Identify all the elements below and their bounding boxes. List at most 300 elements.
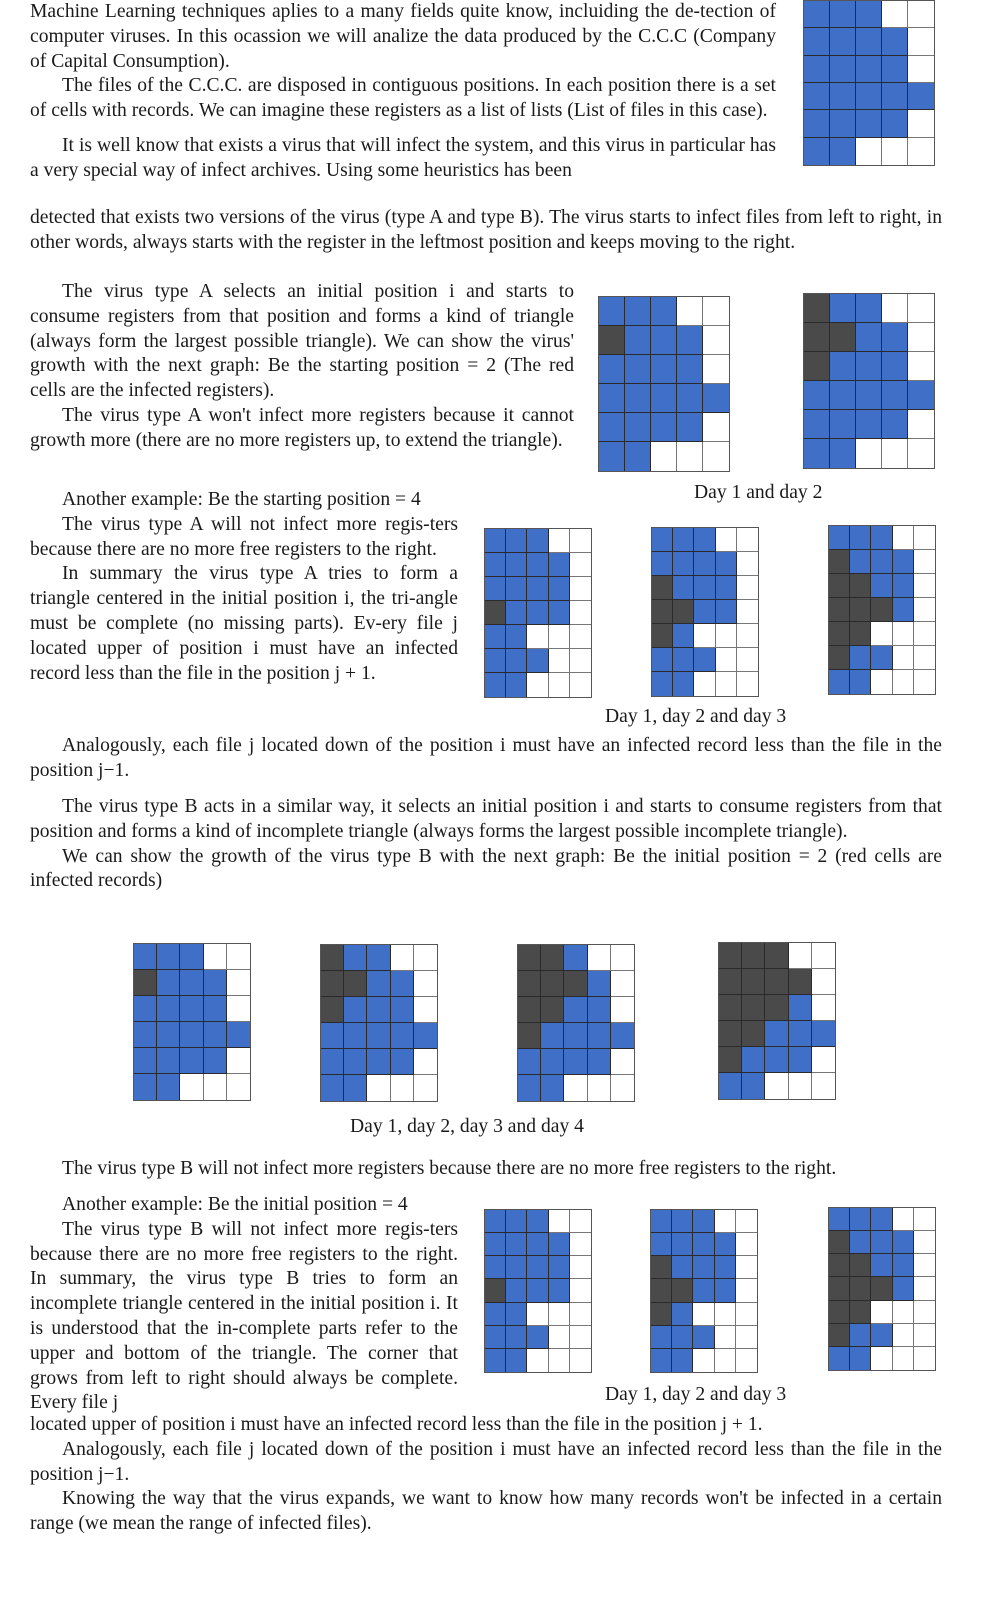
- paragraph-type-b-graph: We can show the growth of the virus type B with the next graph: Be the initial position = 2 (red cells are infected records): [30, 845, 942, 892]
- empty-cell: [812, 995, 835, 1021]
- record-cell: [651, 1233, 672, 1256]
- infected-cell: [829, 574, 850, 598]
- empty-cell: [414, 997, 437, 1023]
- infected-cell: [518, 997, 541, 1023]
- record-cell: [541, 1049, 564, 1075]
- record-cell: [829, 1347, 850, 1370]
- record-cell: [719, 1073, 742, 1099]
- empty-cell: [737, 552, 758, 576]
- empty-cell: [570, 1279, 591, 1302]
- record-cell: [804, 28, 830, 55]
- record-cell: [651, 297, 677, 326]
- infected-cell: [344, 971, 367, 997]
- infected-cell: [541, 997, 564, 1023]
- empty-cell: [914, 646, 935, 670]
- grid-a2-day3: [828, 525, 936, 695]
- empty-cell: [914, 622, 935, 646]
- record-cell: [882, 56, 908, 83]
- record-cell: [651, 1210, 672, 1233]
- empty-cell: [549, 1349, 570, 1372]
- record-cell: [742, 1047, 765, 1073]
- infected-cell: [871, 598, 892, 622]
- record-cell: [485, 649, 506, 673]
- record-cell: [506, 529, 527, 553]
- record-cell: [506, 1279, 527, 1302]
- record-cell: [157, 970, 180, 996]
- empty-cell: [812, 1047, 835, 1073]
- record-cell: [672, 1210, 693, 1233]
- empty-cell: [812, 969, 835, 995]
- record-cell: [599, 384, 625, 413]
- record-cell: [830, 1, 856, 28]
- record-cell: [850, 526, 871, 550]
- record-cell: [856, 381, 882, 410]
- record-cell: [204, 1022, 227, 1048]
- empty-cell: [703, 297, 729, 326]
- record-cell: [506, 1349, 527, 1372]
- record-cell: [850, 550, 871, 574]
- infected-cell: [804, 352, 830, 381]
- caption-a2: Day 1, day 2 and day 3: [605, 706, 787, 727]
- infected-cell: [652, 600, 673, 624]
- infected-cell: [651, 1303, 672, 1326]
- record-cell: [549, 1279, 570, 1302]
- empty-cell: [414, 971, 437, 997]
- record-cell: [180, 970, 203, 996]
- empty-cell: [765, 1073, 788, 1099]
- record-cell: [527, 1326, 548, 1349]
- paragraph-type-a-analog: Analogously, each file j located down of the position i must have an infected record less than the file in the position j−1.: [30, 735, 942, 781]
- record-cell: [715, 1279, 736, 1302]
- empty-cell: [588, 945, 611, 971]
- record-cell: [321, 1023, 344, 1049]
- record-cell: [506, 1210, 527, 1233]
- record-cell: [527, 1233, 548, 1256]
- empty-cell: [736, 1349, 757, 1372]
- infected-cell: [850, 622, 871, 646]
- record-cell: [506, 601, 527, 625]
- empty-cell: [716, 528, 737, 552]
- infected-cell: [673, 600, 694, 624]
- record-cell: [893, 1277, 914, 1300]
- empty-cell: [694, 624, 715, 648]
- empty-cell: [908, 439, 934, 468]
- record-cell: [673, 672, 694, 696]
- record-cell: [391, 1049, 414, 1075]
- record-cell: [588, 997, 611, 1023]
- record-cell: [564, 1049, 587, 1075]
- empty-cell: [227, 1048, 250, 1074]
- record-cell: [599, 297, 625, 326]
- record-cell: [856, 83, 882, 110]
- empty-cell: [570, 673, 591, 697]
- infected-cell: [850, 1301, 871, 1324]
- empty-cell: [549, 1326, 570, 1349]
- infected-cell: [765, 943, 788, 969]
- empty-cell: [204, 944, 227, 970]
- record-cell: [672, 1349, 693, 1372]
- empty-cell: [611, 945, 634, 971]
- record-cell: [804, 138, 830, 165]
- record-cell: [485, 1303, 506, 1326]
- empty-cell: [882, 294, 908, 323]
- record-cell: [765, 1047, 788, 1073]
- empty-cell: [703, 326, 729, 355]
- record-cell: [321, 1075, 344, 1101]
- record-cell: [652, 672, 673, 696]
- empty-cell: [893, 1301, 914, 1324]
- grid-intro: [803, 0, 935, 166]
- record-cell: [391, 997, 414, 1023]
- record-cell: [871, 550, 892, 574]
- record-cell: [871, 574, 892, 598]
- caption-b2: Day 1, day 2 and day 3: [605, 1384, 787, 1405]
- empty-cell: [908, 28, 934, 55]
- record-cell: [850, 670, 871, 694]
- record-cell: [134, 1022, 157, 1048]
- record-cell: [804, 56, 830, 83]
- infected-cell: [541, 945, 564, 971]
- record-cell: [850, 646, 871, 670]
- empty-cell: [882, 439, 908, 468]
- record-cell: [391, 971, 414, 997]
- record-cell: [893, 1254, 914, 1277]
- record-cell: [485, 1233, 506, 1256]
- record-cell: [549, 1256, 570, 1279]
- infected-cell: [850, 598, 871, 622]
- infected-cell: [742, 1021, 765, 1047]
- record-cell: [180, 944, 203, 970]
- empty-cell: [908, 138, 934, 165]
- empty-cell: [856, 439, 882, 468]
- empty-cell: [871, 670, 892, 694]
- record-cell: [830, 83, 856, 110]
- type-a-text: [30, 280, 574, 454]
- record-cell: [157, 1048, 180, 1074]
- empty-cell: [527, 625, 548, 649]
- record-cell: [549, 577, 570, 601]
- record-cell: [693, 1233, 714, 1256]
- empty-cell: [716, 648, 737, 672]
- record-cell: [830, 439, 856, 468]
- record-cell: [506, 1233, 527, 1256]
- empty-cell: [570, 1349, 591, 1372]
- record-cell: [599, 442, 625, 471]
- record-cell: [599, 355, 625, 384]
- empty-cell: [893, 1324, 914, 1347]
- infected-cell: [719, 995, 742, 1021]
- empty-cell: [703, 355, 729, 384]
- intro-paragraphs: [30, 0, 776, 184]
- empty-cell: [737, 624, 758, 648]
- record-cell: [715, 1233, 736, 1256]
- record-cell: [856, 1, 882, 28]
- record-cell: [367, 971, 390, 997]
- paragraph-type-a-summary: In summary the virus type A tries to form a triangle centered in the initial position i, the tri-angle must be complete (no missing parts). Ev-ery file j located upper of position i must have an infected record less than the file in the position j + 1.: [30, 563, 458, 684]
- empty-cell: [549, 1210, 570, 1233]
- infected-cell: [829, 1277, 850, 1300]
- record-cell: [367, 997, 390, 1023]
- grid-b2-day1: [484, 1209, 592, 1373]
- empty-cell: [914, 550, 935, 574]
- empty-cell: [914, 1208, 935, 1231]
- infected-cell: [485, 601, 506, 625]
- record-cell: [830, 56, 856, 83]
- record-cell: [871, 1208, 892, 1231]
- empty-cell: [871, 622, 892, 646]
- record-cell: [694, 576, 715, 600]
- type-b-text: [30, 795, 942, 894]
- empty-cell: [588, 1075, 611, 1101]
- record-cell: [850, 1347, 871, 1370]
- record-cell: [856, 410, 882, 439]
- grid-b-day3: [517, 944, 635, 1102]
- paragraph-type-a: The virus type A selects an initial position i and starts to consume registers from that position and forms a kind of triangle (always form the largest possible triangle). We can show the virus' growth with the next graph: Be the starting position = 2 (The red cells are the infected registers).: [30, 281, 574, 402]
- empty-cell: [703, 413, 729, 442]
- empty-cell: [611, 997, 634, 1023]
- empty-cell: [570, 1233, 591, 1256]
- empty-cell: [414, 1075, 437, 1101]
- record-cell: [527, 601, 548, 625]
- infected-cell: [651, 1256, 672, 1279]
- record-cell: [652, 552, 673, 576]
- infected-cell: [518, 1023, 541, 1049]
- record-cell: [882, 381, 908, 410]
- record-cell: [625, 442, 651, 471]
- infected-cell: [518, 945, 541, 971]
- empty-cell: [549, 649, 570, 673]
- empty-cell: [570, 601, 591, 625]
- empty-cell: [716, 672, 737, 696]
- record-cell: [506, 649, 527, 673]
- record-cell: [651, 1349, 672, 1372]
- record-cell: [506, 1303, 527, 1326]
- paragraph-type-b-upper: located upper of position i must have an infected record less than the file in the position j + 1.: [30, 1414, 763, 1435]
- infected-cell: [829, 622, 850, 646]
- infected-cell: [651, 1279, 672, 1302]
- record-cell: [367, 1023, 390, 1049]
- grid-b-day1: [133, 943, 251, 1101]
- grid-a1-day1: [598, 296, 730, 472]
- empty-cell: [703, 442, 729, 471]
- paragraph-type-b-stop: The virus type B will not infect more registers because there are no more free registers to the right.: [62, 1158, 837, 1179]
- empty-cell: [908, 56, 934, 83]
- empty-cell: [812, 943, 835, 969]
- record-cell: [882, 410, 908, 439]
- empty-cell: [789, 943, 812, 969]
- record-cell: [564, 997, 587, 1023]
- record-cell: [506, 625, 527, 649]
- infected-cell: [829, 1301, 850, 1324]
- record-cell: [485, 577, 506, 601]
- record-cell: [134, 944, 157, 970]
- infected-cell: [850, 1254, 871, 1277]
- record-cell: [673, 528, 694, 552]
- record-cell: [882, 83, 908, 110]
- record-cell: [485, 625, 506, 649]
- record-cell: [804, 410, 830, 439]
- record-cell: [716, 600, 737, 624]
- infected-cell: [804, 323, 830, 352]
- record-cell: [651, 326, 677, 355]
- paragraph-goal: Knowing the way that the virus expands, we want to know how many records won't be infected in a certain range (we mean the range of infected files).: [30, 1488, 942, 1535]
- empty-cell: [549, 529, 570, 553]
- record-cell: [856, 352, 882, 381]
- record-cell: [227, 1022, 250, 1048]
- empty-cell: [914, 1231, 935, 1254]
- empty-cell: [908, 1, 934, 28]
- infected-cell: [518, 971, 541, 997]
- empty-cell: [715, 1326, 736, 1349]
- record-cell: [871, 1324, 892, 1347]
- type-b-example: [30, 1193, 458, 1416]
- record-cell: [830, 381, 856, 410]
- infected-cell: [804, 294, 830, 323]
- record-cell: [882, 110, 908, 137]
- record-cell: [157, 996, 180, 1022]
- empty-cell: [549, 625, 570, 649]
- empty-cell: [871, 1347, 892, 1370]
- record-cell: [673, 648, 694, 672]
- record-cell: [693, 1256, 714, 1279]
- empty-cell: [893, 526, 914, 550]
- empty-cell: [180, 1074, 203, 1100]
- empty-cell: [391, 1075, 414, 1101]
- empty-cell: [893, 1347, 914, 1370]
- infected-cell: [829, 1324, 850, 1347]
- empty-cell: [570, 529, 591, 553]
- empty-cell: [737, 528, 758, 552]
- grid-b2-day2: [650, 1209, 758, 1373]
- empty-cell: [693, 1303, 714, 1326]
- record-cell: [856, 110, 882, 137]
- record-cell: [651, 1326, 672, 1349]
- record-cell: [611, 1023, 634, 1049]
- record-cell: [856, 28, 882, 55]
- record-cell: [180, 1022, 203, 1048]
- empty-cell: [908, 110, 934, 137]
- record-cell: [134, 1048, 157, 1074]
- type-b-closing: [30, 1413, 942, 1537]
- infected-cell: [541, 971, 564, 997]
- empty-cell: [227, 1074, 250, 1100]
- record-cell: [625, 413, 651, 442]
- record-cell: [789, 1047, 812, 1073]
- record-cell: [564, 945, 587, 971]
- empty-cell: [677, 297, 703, 326]
- infected-cell: [599, 326, 625, 355]
- empty-cell: [893, 1208, 914, 1231]
- record-cell: [804, 439, 830, 468]
- infected-cell: [871, 1277, 892, 1300]
- empty-cell: [570, 1210, 591, 1233]
- record-cell: [893, 1231, 914, 1254]
- infected-cell: [564, 971, 587, 997]
- empty-cell: [914, 598, 935, 622]
- empty-cell: [527, 1349, 548, 1372]
- empty-cell: [611, 971, 634, 997]
- record-cell: [549, 1233, 570, 1256]
- record-cell: [694, 528, 715, 552]
- record-cell: [625, 384, 651, 413]
- record-cell: [506, 673, 527, 697]
- infected-cell: [719, 969, 742, 995]
- empty-cell: [812, 1073, 835, 1099]
- record-cell: [882, 28, 908, 55]
- record-cell: [893, 550, 914, 574]
- empty-cell: [736, 1303, 757, 1326]
- record-cell: [882, 352, 908, 381]
- infected-cell: [719, 1021, 742, 1047]
- record-cell: [893, 598, 914, 622]
- infected-cell: [830, 323, 856, 352]
- record-cell: [871, 646, 892, 670]
- record-cell: [693, 1210, 714, 1233]
- paragraph-example-a: Another example: Be the starting position = 4: [62, 489, 421, 510]
- record-cell: [527, 1210, 548, 1233]
- empty-cell: [204, 1074, 227, 1100]
- record-cell: [830, 410, 856, 439]
- record-cell: [672, 1233, 693, 1256]
- empty-cell: [871, 1301, 892, 1324]
- record-cell: [391, 1023, 414, 1049]
- empty-cell: [227, 970, 250, 996]
- infected-cell: [765, 969, 788, 995]
- record-cell: [367, 1049, 390, 1075]
- record-cell: [850, 1324, 871, 1347]
- record-cell: [651, 384, 677, 413]
- record-cell: [694, 552, 715, 576]
- empty-cell: [737, 600, 758, 624]
- record-cell: [703, 384, 729, 413]
- record-cell: [677, 355, 703, 384]
- record-cell: [694, 648, 715, 672]
- empty-cell: [367, 1075, 390, 1101]
- empty-cell: [908, 352, 934, 381]
- empty-cell: [677, 442, 703, 471]
- empty-cell: [914, 1254, 935, 1277]
- empty-cell: [611, 1075, 634, 1101]
- record-cell: [134, 1074, 157, 1100]
- empty-cell: [611, 1049, 634, 1075]
- record-cell: [204, 996, 227, 1022]
- empty-cell: [527, 673, 548, 697]
- infected-cell: [719, 943, 742, 969]
- record-cell: [652, 528, 673, 552]
- empty-cell: [914, 1277, 935, 1300]
- empty-cell: [737, 672, 758, 696]
- empty-cell: [227, 944, 250, 970]
- record-cell: [715, 1256, 736, 1279]
- grid-a2-day1: [484, 528, 592, 698]
- record-cell: [716, 552, 737, 576]
- paragraph-type-a-stop-2: The virus type A will not infect more regis-ters because there are no more free registers to the right.: [30, 513, 458, 560]
- record-cell: [506, 1326, 527, 1349]
- record-cell: [527, 529, 548, 553]
- record-cell: [134, 996, 157, 1022]
- empty-cell: [882, 1, 908, 28]
- record-cell: [652, 648, 673, 672]
- infected-cell: [652, 624, 673, 648]
- record-cell: [518, 1075, 541, 1101]
- empty-cell: [570, 553, 591, 577]
- empty-cell: [736, 1233, 757, 1256]
- record-cell: [765, 1021, 788, 1047]
- record-cell: [541, 1023, 564, 1049]
- empty-cell: [570, 1303, 591, 1326]
- record-cell: [804, 83, 830, 110]
- record-cell: [693, 1279, 714, 1302]
